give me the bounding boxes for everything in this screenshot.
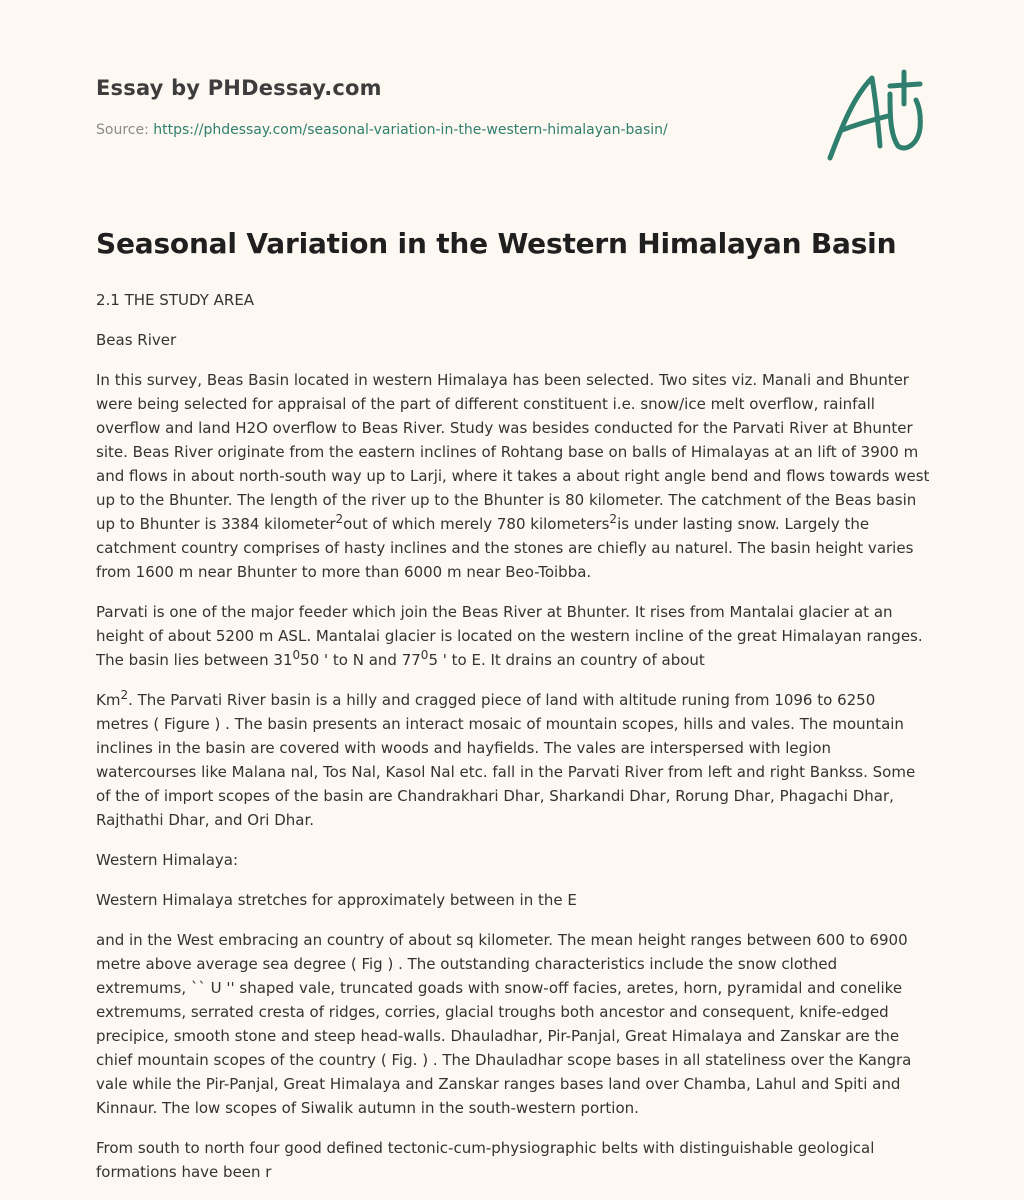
article-title: Seasonal Variation in the Western Himalayan Basin [96, 227, 897, 260]
text-run: out of which merely 780 kilometers [343, 515, 610, 533]
paragraph-tectonic-belts: From south to north four good defined tectonic-cum-physiographic belts with distinguishable geological formations have been r [96, 1139, 875, 1181]
section-heading: 2.1 THE STUDY AREA [96, 291, 255, 309]
text-run: Parvati is one of the major feeder which join the Beas River at Bhunter. It rises from Mantalai glacier at an height of about 5200 m ASL. Mantalai glacier is located on the western incline of the great Himalayan ranges. The basin lies between 31 [96, 603, 923, 669]
subheading-beas-river: Beas River [96, 331, 177, 349]
paragraph-beas-basin [96, 368, 932, 584]
a-plus-grade-icon [820, 64, 930, 164]
paragraph-parvati-origin [96, 600, 932, 672]
superscript: 2 [609, 512, 618, 526]
source-link[interactable]: https://phdessay.com/seasonal-variation-in-the-western-himalayan-basin/ [153, 122, 668, 138]
text-run: In this survey, Beas Basin located in western Himalaya has been selected. Two sites viz. Manali and Bhunter were being selected for appraisal of the part of different constituent i.e. snow/ice melt overflow, rainfall overflow and land H2O overflow to Beas River. Study was besides conducted for the Parvati River at Bhunter site. Beas River originate from the eastern inclines of Rohtang base on balls of Himalayas at an lift of 3900 m and flows in about north-south way up to Larji, where it takes a about right angle bend and flows towards west up to the Bhunter. The length of the river up to the Bhunter is 80 kilometer. The catchment of the Beas basin up to Bhunter is 3384 kilometer [96, 371, 930, 533]
superscript: 2 [335, 512, 344, 526]
essay-header [96, 76, 796, 138]
site-title: Essay by PHDessay.com [96, 76, 382, 100]
source-line [96, 122, 796, 138]
paragraph-western-features: and in the West embracing an country of about sq kilometer. The mean height ranges between 600 to 6900 metre above average sea degree ( Fig ) . The outstanding characteristics include the snow clothed extremums, `` U '' shaped vale, truncated goads with snow-off facies, aretes, horn, pyramidal and conelike extremums, serrated cresta of ridges, corries, glacial troughs both ancestor and consequent, knife-edged precipice, smooth stone and steep head-walls. Dhauladhar, Pir-Panjal, Great Himalaya and Zanskar are the chief mountain scopes of the country ( Fig. ) . The Dhauladhar scope bases in all stateliness over the Kangra vale while the Pir-Panjal, Great Himalaya and Zanskar ranges bases land over Chamba, Lahul and Spiti and Kinnaur. The low scopes of Siwalik autumn in the south-western portion. [96, 931, 912, 1117]
superscript: 0 [420, 648, 429, 662]
text-run: Km [96, 691, 121, 709]
paragraph-western-stretch: Western Himalaya stretches for approximately between in the E [96, 891, 577, 909]
text-run: 50 ' to N and 77 [300, 651, 421, 669]
superscript: 2 [120, 688, 129, 702]
text-run: 5 ' to E. It drains an country of about [428, 651, 705, 669]
text-run: is under lasting snow. Largely the catchment country comprises of hasty inclines and the stones are chiefly au naturel. The basin height varies from 1600 m near Bhunter to more than 6000 m near Beo-Toibba. [96, 515, 914, 581]
text-run: . The Parvati River basin is a hilly and cragged piece of land with altitude runing from 1096 to 6250 metres ( Figure ) . The basin presents an interact mosaic of mountain scopes, hills and vales. The mountain inclines in the basin are covered with woods and hayfields. The vales are interspersed with legion watercourses like Malana nal, Tos Nal, Kasol Nal etc. fall in the Parvati River from left and right Bankss. Some of the of import scopes of the basin are Chandrakhari Dhar, Sharkandi Dhar, Rorung Dhar, Phagachi Dhar, Rajthathi Dhar, and Ori Dhar. [96, 691, 916, 829]
superscript: 0 [292, 648, 301, 662]
article [96, 224, 932, 1200]
paragraph-parvati-basin [96, 688, 932, 832]
subheading-western-himalaya: Western Himalaya: [96, 851, 239, 869]
source-label: Source: [96, 122, 154, 138]
